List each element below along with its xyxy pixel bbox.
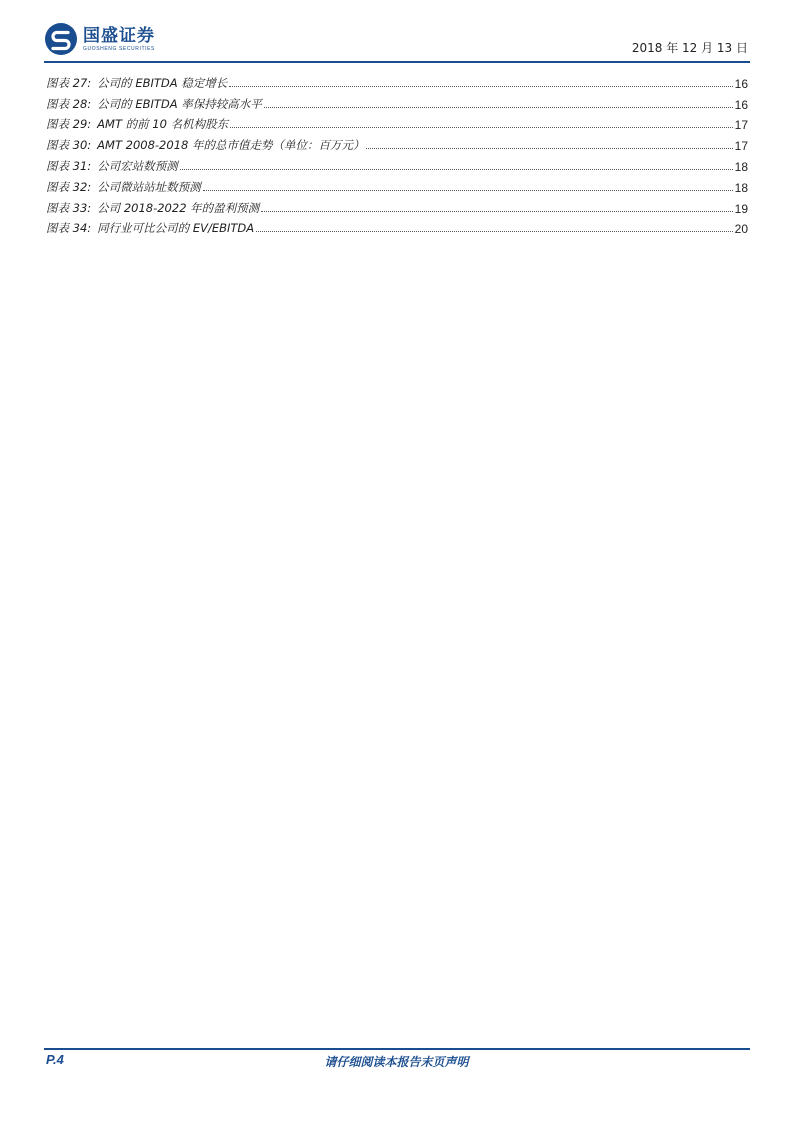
- toc-entry-label: 图表 34:: [46, 221, 92, 236]
- footer-divider: [44, 1048, 750, 1050]
- toc-leader-dots: [229, 86, 732, 87]
- toc-entry-page: 18: [734, 159, 748, 174]
- logo-english-name: GUOSHENG SECURITIES: [83, 46, 155, 52]
- company-logo: [44, 22, 155, 56]
- toc-leader-dots: [230, 127, 733, 128]
- toc-leader-dots: [203, 190, 733, 191]
- toc-leader-dots: [366, 148, 732, 149]
- toc-entry[interactable]: [46, 174, 748, 195]
- toc-entry-page: 17: [734, 118, 748, 133]
- toc-leader-dots: [261, 211, 732, 212]
- page-header: [44, 22, 750, 60]
- toc-entry-page: 18: [734, 180, 748, 195]
- toc-leader-dots: [256, 231, 733, 232]
- toc-entry-label: 图表 32:: [46, 179, 92, 194]
- toc-entry-label: 图表 31:: [46, 158, 92, 173]
- toc-entry-page: 16: [734, 76, 748, 91]
- toc-entry-page: 17: [734, 139, 748, 154]
- logo-chinese-name: 国盛证券: [83, 26, 155, 46]
- toc-entry-title: 同行业可比公司的 EV/EBITDA: [97, 221, 255, 236]
- toc-entry-title: 公司 2018-2022 年的盈利预测: [97, 200, 260, 215]
- toc-entry-title: 公司的 EBITDA 稳定增长: [97, 75, 228, 90]
- table-of-figures: [46, 70, 748, 236]
- toc-entry[interactable]: [46, 195, 748, 216]
- toc-entry-title: AMT 的前 10 名机构股东: [97, 117, 229, 132]
- toc-entry-label: 图表 27:: [46, 75, 92, 90]
- toc-entry-label: 图表 30:: [46, 138, 92, 153]
- toc-entry-title: AMT 2008-2018 年的总市值走势（单位：百万元）: [97, 138, 365, 153]
- header-divider: [44, 61, 750, 63]
- toc-entry-page: 19: [734, 201, 748, 216]
- toc-entry-page: 20: [734, 222, 748, 237]
- toc-entry-page: 16: [734, 97, 748, 112]
- disclaimer-notice: 请仔细阅读本报告末页声明: [324, 1055, 469, 1069]
- guosheng-logo-icon: [44, 22, 78, 56]
- toc-entry[interactable]: [46, 112, 748, 133]
- report-date: 2018 年 12 月 13 日: [631, 41, 748, 55]
- toc-entry[interactable]: [46, 91, 748, 112]
- page-number: P.4: [46, 1052, 64, 1067]
- toc-entry[interactable]: [46, 216, 748, 237]
- toc-leader-dots: [180, 169, 733, 170]
- toc-entry-title: 公司宏站数预测: [97, 158, 178, 173]
- toc-entry-label: 图表 29:: [46, 117, 92, 132]
- toc-entry-label: 图表 28:: [46, 96, 92, 111]
- toc-entry[interactable]: [46, 132, 748, 153]
- toc-entry-title: 公司的 EBITDA 率保持较高水平: [97, 96, 262, 111]
- toc-entry[interactable]: [46, 70, 748, 91]
- toc-entry-title: 公司微站站址数预测: [97, 179, 201, 194]
- toc-entry-label: 图表 33:: [46, 200, 92, 215]
- toc-leader-dots: [264, 107, 733, 108]
- toc-entry[interactable]: [46, 153, 748, 174]
